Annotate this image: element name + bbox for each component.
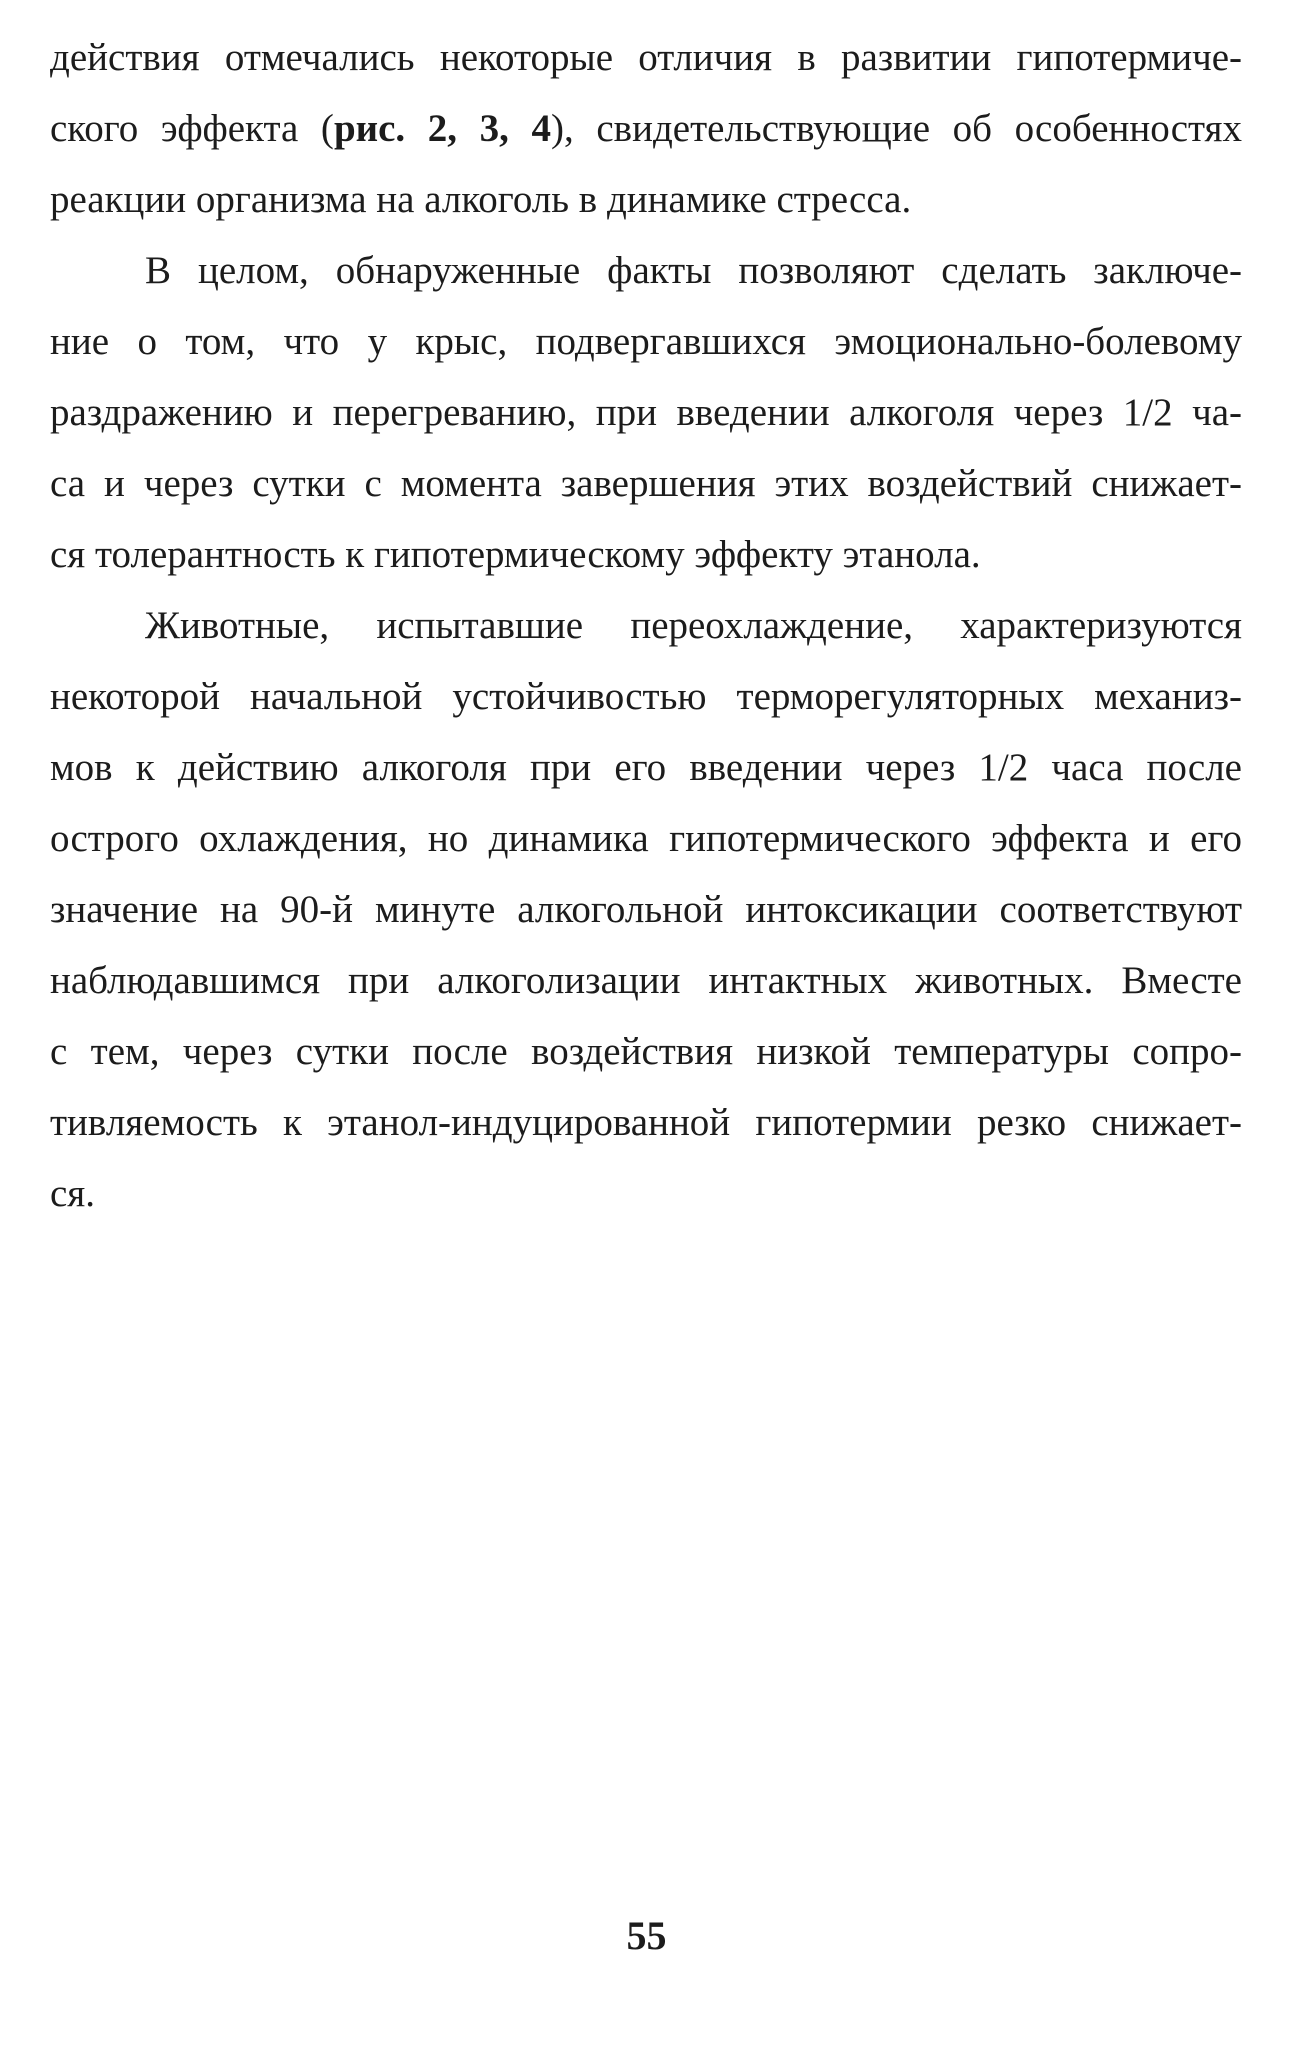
text-fragment: ), свидетельствующие об особенностях	[551, 107, 1242, 150]
text-line: са и через сутки с момента завершения этих воздействий снижает-	[50, 462, 1242, 505]
text-line: В целом, обнаруженные факты позволяют сделать заключе-	[145, 249, 1242, 292]
text-line: ние о том, что у крыс, подвергавшихся эмоционально-болевому	[50, 320, 1242, 363]
text-line: реакции организма на алкоголь в динамике стресса.	[50, 178, 912, 221]
text-line: тивляемость к этанол-индуцированной гипотермии резко снижает-	[50, 1101, 1242, 1144]
figure-reference: рис. 2, 3, 4	[333, 107, 552, 150]
text-line: раздражению и перегреванию, при введении алкоголя через 1/2 ча-	[50, 391, 1242, 434]
page-number: 55	[626, 1913, 667, 1958]
text-line: ся.	[50, 1172, 95, 1215]
text-line: наблюдавшимся при алкоголизации интактных животных. Вместе	[50, 959, 1242, 1002]
text-line: с тем, через сутки после воздействия низкой температуры сопро-	[50, 1030, 1242, 1073]
text-line: острого охлаждения, но динамика гипотермического эффекта и его	[50, 817, 1242, 860]
body-text	[50, 22, 1242, 1229]
text-line: ся толерантность к гипотермическому эффекту этанола.	[50, 533, 981, 576]
text-line	[50, 93, 1242, 164]
text-fragment: ского эффекта (	[50, 107, 334, 150]
text-line: значение на 90-й минуте алкогольной интоксикации соответствуют	[50, 888, 1242, 931]
text-line: некоторой начальной устойчивостью терморегуляторных механиз-	[50, 675, 1242, 718]
text-line: мов к действию алкоголя при его введении через 1/2 часа после	[50, 746, 1242, 789]
text-line: действия отмечались некоторые отличия в развитии гипотермиче-	[50, 36, 1242, 79]
text-line: Животные, испытавшие переохлаждение, характеризуются	[145, 604, 1242, 647]
